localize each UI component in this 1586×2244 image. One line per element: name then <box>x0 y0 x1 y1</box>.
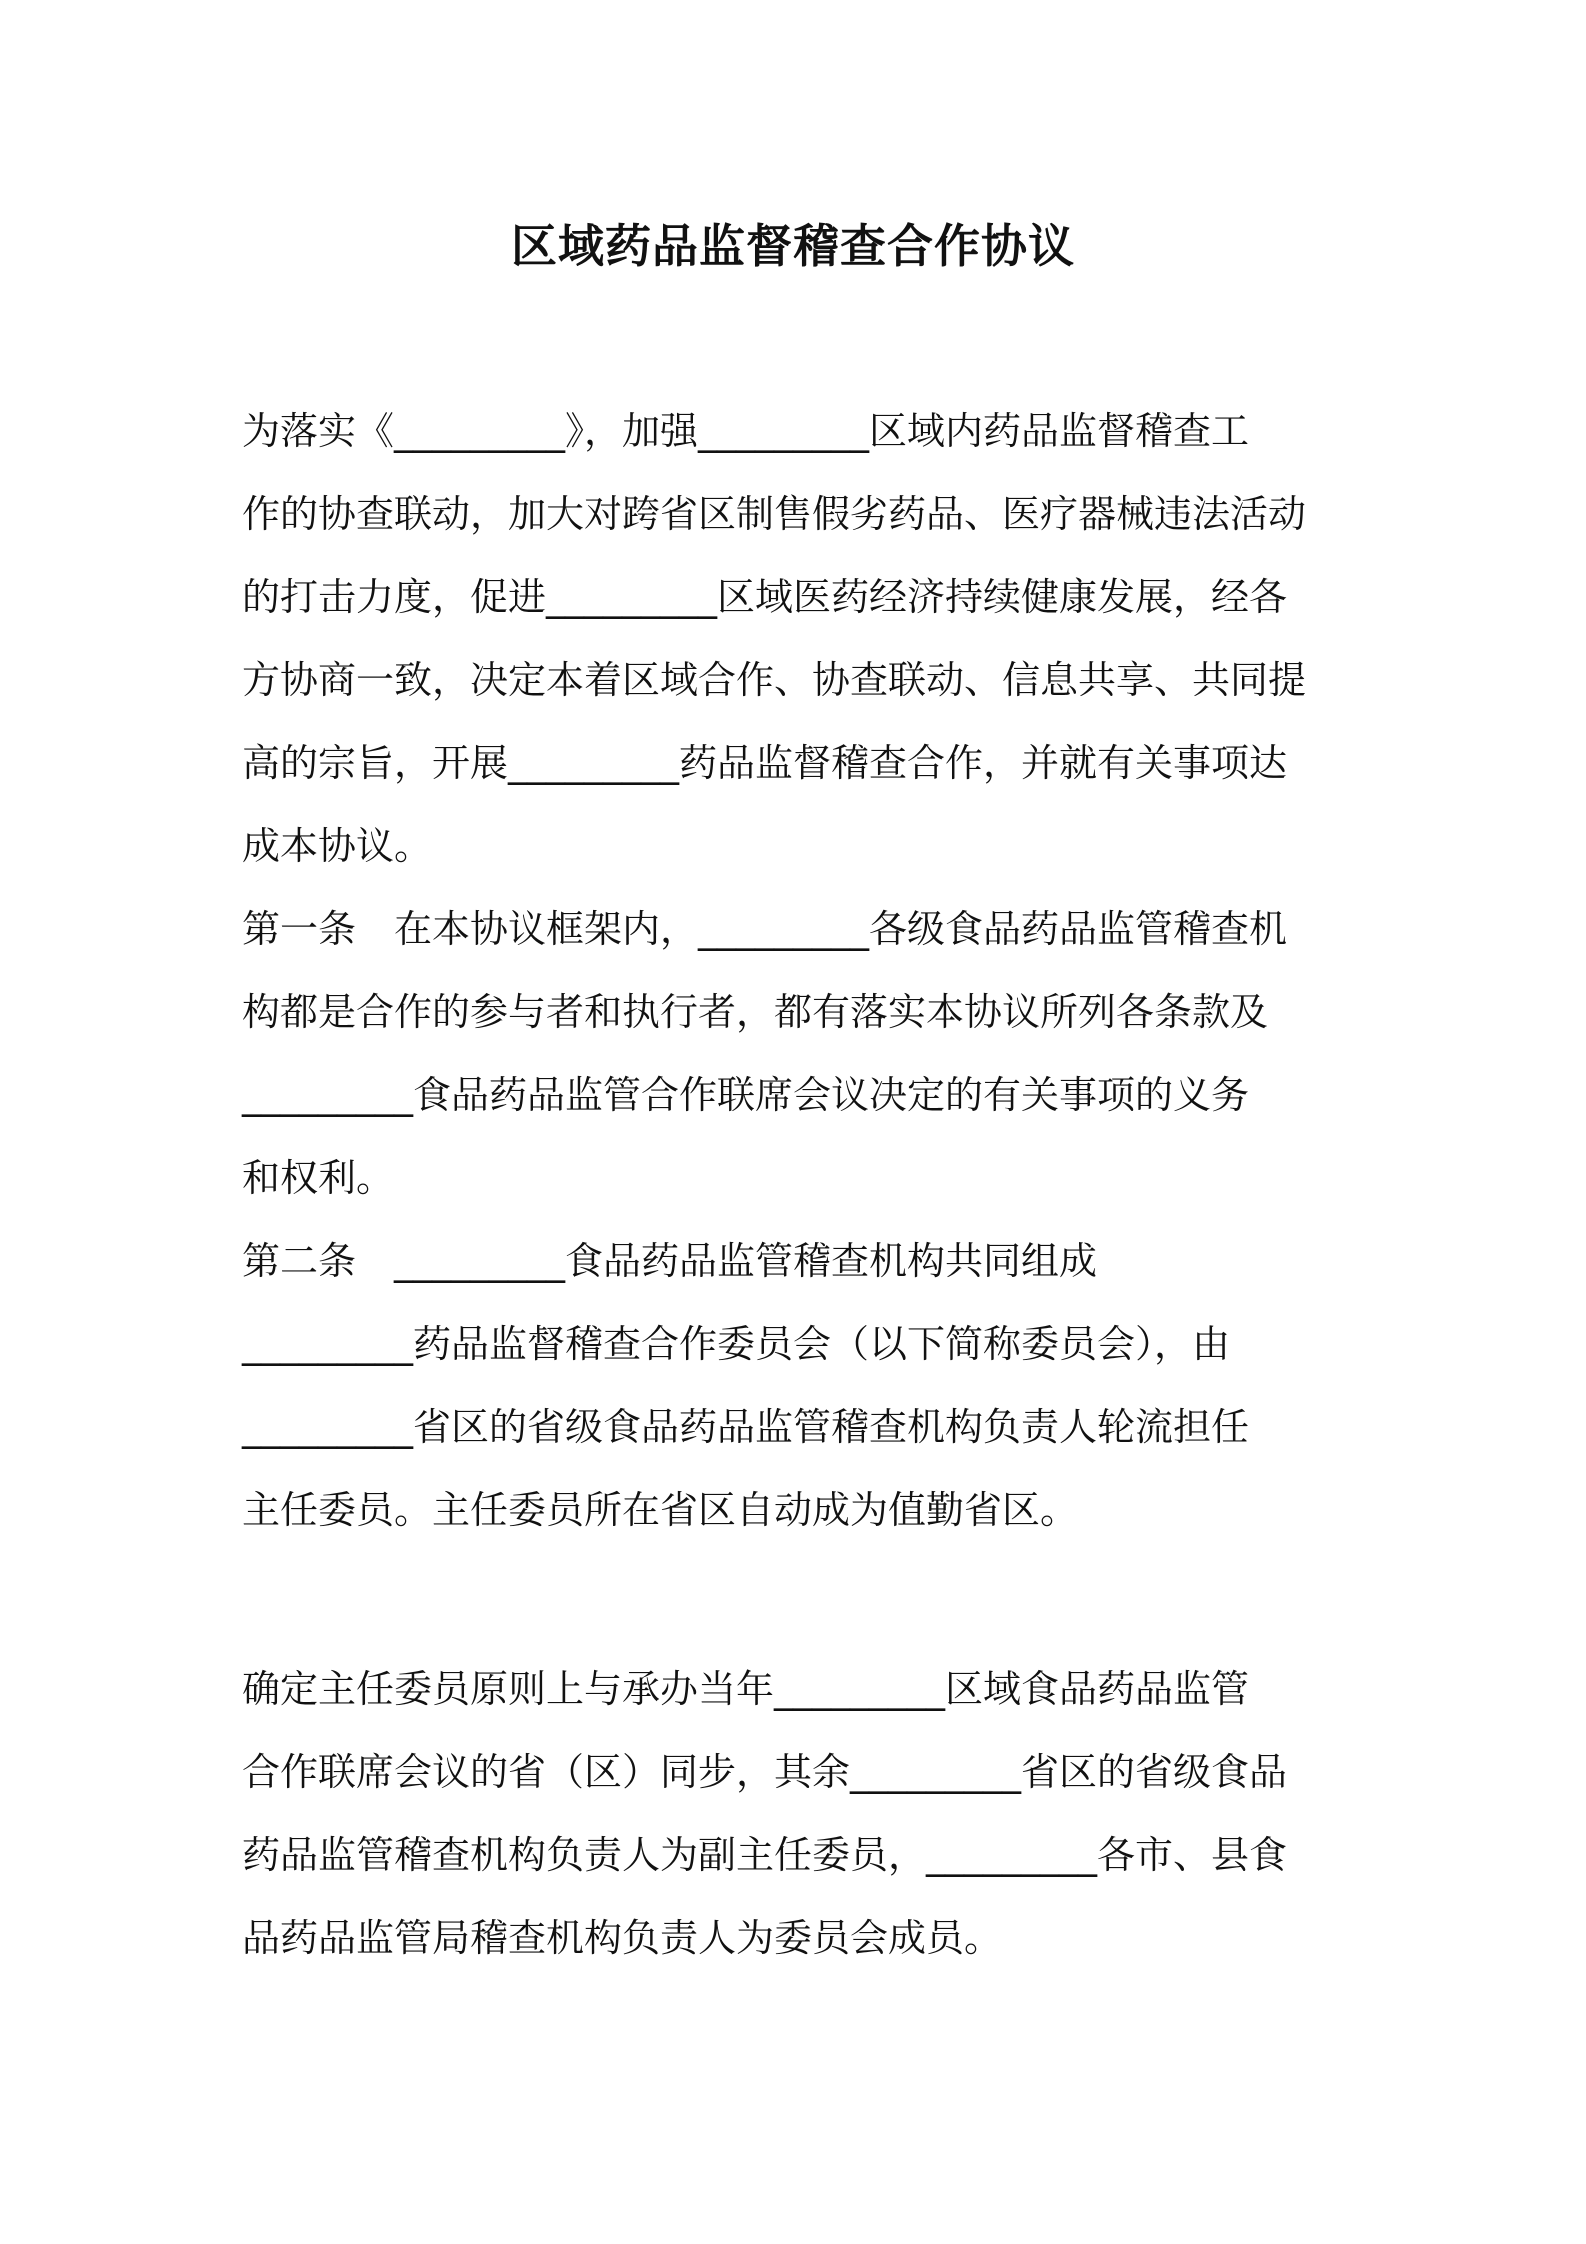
text-line: 和权利。 <box>242 1156 395 1200</box>
text-line: 高的宗旨，开展_________药品监督稽查合作，并就有关事项达 <box>242 741 1288 785</box>
text-line: 成本协议。 <box>242 824 433 868</box>
text-line: 合作联席会议的省（区）同步，其余_________省区的省级食品 <box>242 1750 1288 1794</box>
text-line: _________省区的省级食品药品监管稽查机构负责人轮流担任 <box>242 1405 1250 1449</box>
text-line: 构都是合作的参与者和执行者，都有落实本协议所列各条款及 <box>242 990 1269 1034</box>
paragraph-chair-rule <box>242 1648 1354 1980</box>
paragraph-preamble <box>242 390 1354 888</box>
text-line: 品药品监管局稽查机构负责人为委员会成员。 <box>242 1916 1003 1960</box>
text-line: 确定主任委员原则上与承办当年_________区域食品药品监管 <box>242 1667 1250 1711</box>
text-line: 第一条 在本协议框架内，_________各级食品药品监管稽查机 <box>242 907 1288 951</box>
text-line: _________药品监督稽查合作委员会（以下简称委员会），由 <box>242 1322 1231 1366</box>
text-line: 药品监管稽查机构负责人为副主任委员，_________各市、县食 <box>242 1833 1288 1877</box>
paragraph-article-2 <box>242 1220 1354 1552</box>
text-line: _________食品药品监管合作联席会议决定的有关事项的义务 <box>242 1073 1250 1117</box>
text-line: 主任委员。主任委员所在省区自动成为值勤省区。 <box>242 1488 1079 1532</box>
document-title: 区域药品监督稽查合作协议 <box>511 219 1075 273</box>
text-line: 方协商一致，决定本着区域合作、协查联动、信息共享、共同提 <box>242 658 1307 702</box>
text-line: 第二条 _________食品药品监管稽查机构共同组成 <box>242 1239 1098 1283</box>
text-line: 的打击力度，促进_________区域医药经济持续健康发展，经各 <box>242 575 1288 619</box>
paragraph-article-1 <box>242 888 1354 1220</box>
text-line: 作的协查联动，加大对跨省区制售假劣药品、医疗器械违法活动 <box>242 492 1307 536</box>
text-line: 为落实《_________》，加强_________区域内药品监督稽查工 <box>242 409 1250 453</box>
